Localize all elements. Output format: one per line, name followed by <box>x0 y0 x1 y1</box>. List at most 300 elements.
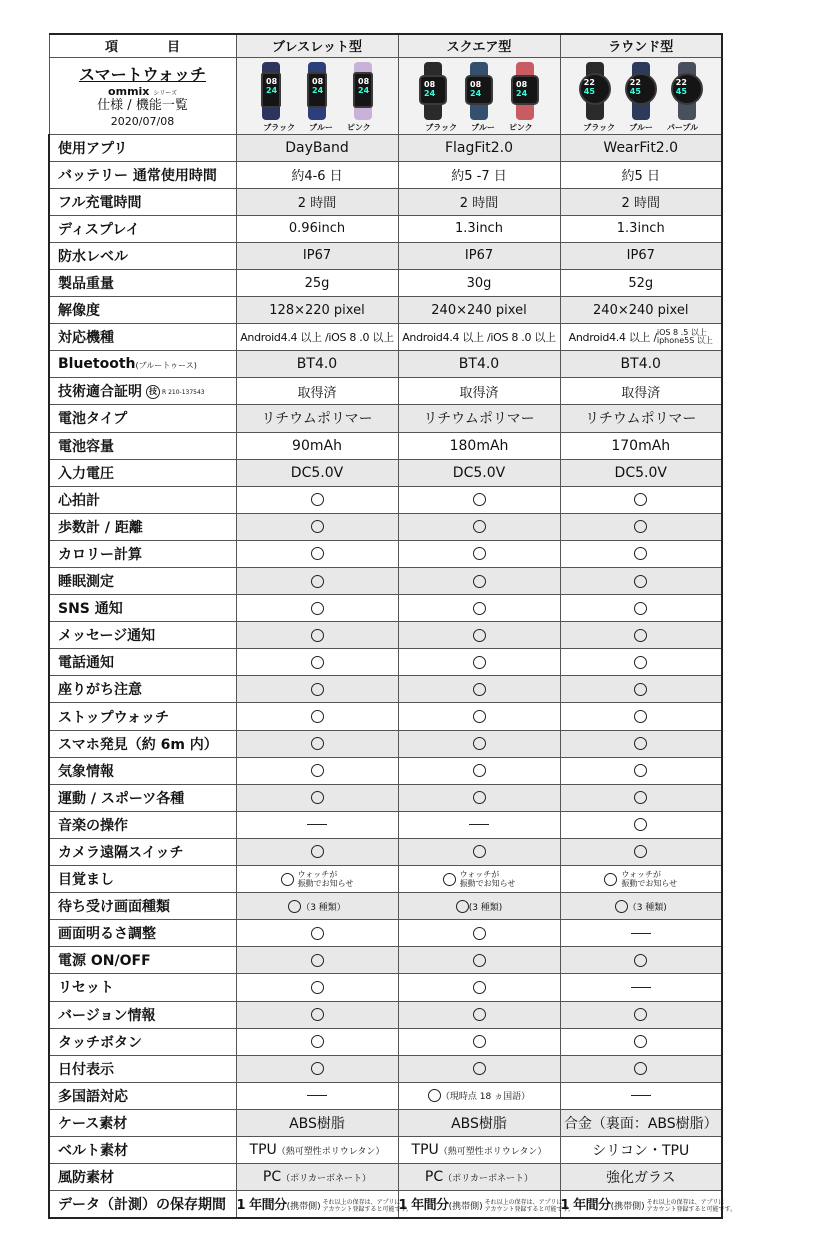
watch-images <box>399 62 560 120</box>
brand-name <box>50 85 236 99</box>
row-label-text: 使用アプリ <box>58 140 128 157</box>
value-text: 合金（裏面：ABS樹脂） <box>563 1115 718 1132</box>
row-label-text: 座りがち注意 <box>58 682 142 699</box>
alarm-note-1: ウォッチが <box>297 870 338 880</box>
product-images-round <box>560 57 722 134</box>
row-label-text: 音楽の操作 <box>58 817 128 834</box>
header-square: スクエア型 <box>398 34 560 57</box>
supported-mark-icon <box>634 791 647 804</box>
watch-digit-1: 08 <box>266 76 278 86</box>
cell-value <box>398 540 560 567</box>
row-label-text: 心拍計 <box>58 492 100 509</box>
value-text: 90mAh <box>292 437 342 454</box>
document-title: スマートウォッチ <box>78 64 207 84</box>
cell-value <box>236 1136 398 1163</box>
cell-value <box>398 1191 575 1218</box>
cell-value <box>560 568 722 595</box>
supported-mark-icon <box>473 575 486 588</box>
cell-value <box>236 351 398 378</box>
value-text: WearFit2.0 <box>603 139 679 156</box>
spec-row <box>49 920 722 947</box>
alarm-note-1: ウォッチが <box>459 870 500 880</box>
cell-value <box>236 893 398 920</box>
value-text: リチウムポリマー <box>423 411 535 428</box>
watch-image <box>666 62 708 120</box>
cell-value <box>398 703 560 730</box>
giteki-number: R 210-137543 <box>162 388 205 396</box>
row-label <box>49 486 236 513</box>
supported-mark-icon <box>311 1008 324 1021</box>
supported-mark-icon <box>634 602 647 615</box>
cell-value <box>236 974 398 1001</box>
compat-extra-1: iOS 8 .5 以上 <box>656 328 707 338</box>
value-text: BT4.0 <box>620 356 661 373</box>
cell-value <box>236 378 398 405</box>
watch-face <box>511 75 539 105</box>
row-label <box>49 324 236 351</box>
row-label-text: バージョン情報 <box>58 1007 156 1024</box>
value-text: IP67 <box>626 248 655 264</box>
row-label-text: 製品重量 <box>58 276 114 293</box>
cell-value <box>560 757 722 784</box>
cell-value <box>560 920 722 947</box>
row-label-text: ディスプレイ <box>58 221 140 238</box>
alarm-note <box>621 870 677 888</box>
cell-value <box>236 757 398 784</box>
color-name: ブラック <box>583 122 616 132</box>
watch-face <box>465 75 493 105</box>
supported-mark-icon <box>456 900 469 913</box>
cell-value <box>560 297 722 324</box>
supported-mark-icon <box>473 845 486 858</box>
cell-value <box>560 703 722 730</box>
row-label <box>49 513 236 540</box>
cell-value <box>398 622 560 649</box>
spec-row <box>49 1082 722 1109</box>
color-name: ピンク <box>508 122 533 132</box>
spec-row <box>49 622 722 649</box>
row-label <box>49 649 236 676</box>
row-label-text: 電話通知 <box>58 655 114 672</box>
cell-value <box>236 811 398 838</box>
row-label-text: 待ち受け画面種類 <box>58 899 170 916</box>
cell-value <box>560 1164 722 1191</box>
value-text: 1.3inch <box>616 221 665 237</box>
spec-row <box>49 1055 722 1082</box>
cell-value <box>560 1055 722 1082</box>
cell-value <box>398 1028 560 1055</box>
watch-digit-1: 08 <box>424 79 436 89</box>
header-item: 項 目 <box>49 34 236 57</box>
value-text: IP67 <box>302 248 332 264</box>
alarm-note-2: 振動でお知らせ <box>459 879 516 889</box>
supported-mark-icon <box>311 575 324 588</box>
supported-mark-icon <box>473 764 486 777</box>
supported-mark-icon <box>473 981 486 994</box>
spec-table <box>48 33 737 1219</box>
row-label-text: フル充電時間 <box>58 194 142 211</box>
cell-value <box>560 432 722 459</box>
inline-note: （3 種類) <box>627 902 667 913</box>
spec-row <box>49 757 722 784</box>
cell-value <box>398 974 560 1001</box>
row-label <box>49 1109 236 1136</box>
watch-face <box>307 72 327 108</box>
watch-face <box>261 72 281 108</box>
supported-mark-icon <box>473 737 486 750</box>
cell-value <box>236 134 398 161</box>
row-label <box>49 215 236 242</box>
watch-digit-1: 22 <box>583 77 595 87</box>
value-text: TPU <box>249 1142 277 1159</box>
row-label <box>49 838 236 865</box>
cell-value <box>236 649 398 676</box>
cell-value <box>398 188 560 215</box>
row-label <box>49 1191 236 1218</box>
row-label <box>49 811 236 838</box>
cell-value <box>236 866 398 893</box>
supported-mark-icon <box>634 764 647 777</box>
cell-value <box>398 568 560 595</box>
value-text: IP67 <box>464 248 494 264</box>
cell-value <box>236 1055 398 1082</box>
supported-mark-icon <box>311 1062 324 1075</box>
spec-row <box>49 1191 722 1218</box>
cell-value <box>236 1082 398 1109</box>
cell-value <box>398 838 560 865</box>
unsupported-mark-icon <box>307 824 327 825</box>
supported-mark-icon <box>473 927 486 940</box>
value-text: 取得済 <box>459 385 499 401</box>
cell-value <box>560 351 722 378</box>
retention-note <box>647 1199 736 1213</box>
cell-value <box>560 947 722 974</box>
cell-value <box>560 1191 737 1218</box>
row-label <box>49 540 236 567</box>
color-name: ブラック <box>263 122 296 132</box>
supported-mark-icon <box>634 1008 647 1021</box>
supported-mark-icon <box>473 602 486 615</box>
row-label <box>49 1082 236 1109</box>
row-label-text: 目覚まし <box>58 872 114 889</box>
cell-value <box>398 1109 560 1136</box>
cell-value <box>398 811 560 838</box>
cell-value <box>236 1028 398 1055</box>
retention-sub: (携帯側) <box>448 1202 483 1213</box>
cell-value <box>560 188 722 215</box>
row-label <box>49 405 236 432</box>
cell-value <box>560 378 722 405</box>
supported-mark-icon <box>443 873 456 886</box>
cell-value <box>236 730 398 757</box>
supported-mark-icon <box>634 818 647 831</box>
spec-row <box>49 676 722 703</box>
watch-digit-1: 22 <box>675 77 687 87</box>
cell-value <box>560 1082 722 1109</box>
cell-value <box>236 703 398 730</box>
inline-note: （熱可塑性ポリウレタン） <box>276 1147 385 1158</box>
supported-mark-icon <box>311 764 324 777</box>
cell-value <box>236 269 398 296</box>
spec-row <box>49 1164 722 1191</box>
cell-value <box>236 622 398 649</box>
watch-digits <box>266 77 277 95</box>
cell-value <box>236 297 398 324</box>
spec-row <box>49 811 722 838</box>
cell-value <box>236 1164 398 1191</box>
cell-value <box>398 784 560 811</box>
cell-value <box>398 866 560 893</box>
spec-row <box>49 730 722 757</box>
cell-value <box>398 947 560 974</box>
inline-note: （ポリカーボネート） <box>281 1174 372 1185</box>
row-label-text: メッセージ通知 <box>58 628 156 645</box>
cell-value <box>398 757 560 784</box>
cell-value <box>398 134 560 161</box>
value-text: リチウムポリマー <box>261 411 373 428</box>
value-text: FlagFit2.0 <box>444 139 514 156</box>
color-names <box>561 122 722 133</box>
watch-image <box>250 62 292 120</box>
row-label <box>49 947 236 974</box>
spec-row <box>49 378 722 405</box>
inline-note: （現時点 18 ヵ国語） <box>440 1092 531 1103</box>
cell-value <box>236 432 398 459</box>
supported-mark-icon <box>473 1008 486 1021</box>
cell-value <box>236 1191 413 1218</box>
supported-mark-icon <box>634 656 647 669</box>
supported-mark-icon <box>311 493 324 506</box>
value-text: 2 時間 <box>297 196 337 212</box>
cell-value <box>560 622 722 649</box>
watch-face <box>671 73 703 105</box>
supported-mark-icon <box>634 683 647 696</box>
retention-note-1: それ以上の保存は、アプリに <box>484 1198 563 1206</box>
row-label <box>49 866 236 893</box>
supported-mark-icon <box>634 520 647 533</box>
watch-digit-2: 45 <box>675 86 687 96</box>
row-label-text: 睡眠測定 <box>58 574 114 591</box>
cell-value <box>398 1001 560 1028</box>
cell-value <box>236 513 398 540</box>
row-label-text: データ（計測）の保存期間 <box>58 1196 226 1213</box>
value-text: 170mAh <box>611 437 671 454</box>
row-label-text: リセット <box>58 980 114 997</box>
cell-value <box>236 324 398 351</box>
watch-digits <box>470 80 481 98</box>
cell-value <box>560 269 722 296</box>
supported-mark-icon <box>634 493 647 506</box>
spec-row <box>49 1001 722 1028</box>
cell-value <box>236 920 398 947</box>
watch-image <box>412 62 454 120</box>
watch-image <box>574 62 616 120</box>
cell-value <box>560 459 722 486</box>
cell-value <box>560 1136 722 1163</box>
cell-value <box>560 730 722 757</box>
watch-digits <box>424 80 435 98</box>
value-text: BT4.0 <box>296 356 338 373</box>
supported-mark-icon <box>311 981 324 994</box>
cell-value <box>560 974 722 1001</box>
supported-mark-icon <box>281 873 294 886</box>
value-text: 取得済 <box>297 385 337 401</box>
value-text: 2 時間 <box>459 196 499 212</box>
row-label-text: ケース素材 <box>58 1115 128 1132</box>
cell-value <box>560 811 722 838</box>
row-label-text: 風防素材 <box>58 1170 114 1187</box>
spec-row <box>49 866 722 893</box>
cell-value <box>398 215 560 242</box>
row-label <box>49 974 236 1001</box>
cell-value <box>560 161 722 188</box>
row-label <box>49 161 236 188</box>
value-text: シリコン・TPU <box>592 1143 690 1160</box>
supported-mark-icon <box>634 737 647 750</box>
spec-row <box>49 1028 722 1055</box>
row-label <box>49 1136 236 1163</box>
cell-value <box>560 893 722 920</box>
supported-mark-icon <box>473 1035 486 1048</box>
value-text: DC5.0V <box>290 464 344 481</box>
supported-mark-icon <box>634 575 647 588</box>
value-text: 強化ガラス <box>605 1170 676 1187</box>
value-text: 30g <box>466 275 492 291</box>
color-names <box>237 122 398 133</box>
spec-row <box>49 459 722 486</box>
cell-value <box>236 838 398 865</box>
row-label-text: 防水レベル <box>58 248 128 265</box>
header-round: ラウンド型 <box>560 34 722 57</box>
row-label-text: 電池容量 <box>58 438 114 455</box>
value-text: 240×240 pixel <box>593 302 689 318</box>
cell-value <box>398 1164 560 1191</box>
supported-mark-icon <box>473 629 486 642</box>
cell-value <box>560 1109 722 1136</box>
row-label-text: 解像度 <box>58 303 100 320</box>
cell-value <box>236 242 398 269</box>
row-label <box>49 188 236 215</box>
row-label <box>49 1055 236 1082</box>
row-label-text: 入力電圧 <box>58 465 114 482</box>
cell-value <box>236 405 398 432</box>
value-text: TPU <box>411 1142 439 1159</box>
unsupported-mark-icon <box>307 1095 327 1096</box>
row-label <box>49 595 236 622</box>
row-label <box>49 1028 236 1055</box>
compat-value: Android4.4 以上 / <box>568 330 657 344</box>
row-label-text: SNS 通知 <box>58 601 123 618</box>
watch-digits <box>630 78 641 96</box>
supported-mark-icon <box>473 1062 486 1075</box>
supported-mark-icon <box>311 520 324 533</box>
retention-note-2: アカウント登録すると可能です。 <box>484 1205 575 1213</box>
row-label-text: タッチボタン <box>58 1034 142 1051</box>
spec-row <box>49 568 722 595</box>
unsupported-mark-icon <box>631 1095 651 1096</box>
row-label-text: カロリー計算 <box>58 546 142 563</box>
supported-mark-icon <box>311 683 324 696</box>
spec-row <box>49 242 722 269</box>
row-label-text: 気象情報 <box>58 763 114 780</box>
watch-digit-1: 08 <box>470 79 482 89</box>
cell-value <box>560 242 722 269</box>
retention-note-2: アカウント登録すると可能です。 <box>322 1205 413 1213</box>
watch-digits <box>676 78 687 96</box>
unsupported-mark-icon <box>631 933 651 934</box>
spec-row <box>49 784 722 811</box>
alarm-note-2: 振動でお知らせ <box>621 879 678 889</box>
row-label-sub: (ブルートゥース) <box>135 361 197 371</box>
supported-mark-icon <box>634 845 647 858</box>
row-label <box>49 622 236 649</box>
cell-value <box>560 513 722 540</box>
row-label-text: 電源 ON/OFF <box>58 953 151 970</box>
row-label <box>49 297 236 324</box>
spec-row <box>49 161 722 188</box>
cell-value <box>560 676 722 703</box>
cell-value <box>560 784 722 811</box>
retention-note-1: それ以上の保存は、アプリに <box>322 1198 401 1206</box>
row-label <box>49 432 236 459</box>
watch-digit-2: 24 <box>266 85 278 95</box>
row-label <box>49 920 236 947</box>
cell-value <box>236 486 398 513</box>
spec-row <box>49 838 722 865</box>
watch-digits <box>516 80 527 98</box>
value-text: 約4-6 日 <box>291 169 343 185</box>
value-text: 約5 -7 日 <box>451 169 507 185</box>
brand-series: シリーズ <box>153 89 177 97</box>
row-label-text: ベルト素材 <box>58 1143 128 1160</box>
cell-value <box>236 215 398 242</box>
row-label <box>49 703 236 730</box>
supported-mark-icon <box>311 629 324 642</box>
cell-value <box>398 269 560 296</box>
row-label <box>49 459 236 486</box>
cell-value <box>398 486 560 513</box>
watch-digit-1: 08 <box>516 79 528 89</box>
row-label <box>49 378 236 405</box>
cell-value <box>398 351 560 378</box>
supported-mark-icon <box>473 520 486 533</box>
cell-value <box>398 432 560 459</box>
inline-note: (3 種類) <box>468 902 503 913</box>
row-label <box>49 893 236 920</box>
cell-value <box>236 459 398 486</box>
cell-value <box>398 730 560 757</box>
cell-value <box>236 1109 398 1136</box>
watch-digits <box>312 77 323 95</box>
spec-row <box>49 134 722 161</box>
value-text: 1.3inch <box>455 221 503 237</box>
spec-row <box>49 540 722 567</box>
value-text: DayBand <box>285 139 349 156</box>
header-row <box>49 34 722 57</box>
cell-value <box>560 1001 722 1028</box>
spec-row <box>49 947 722 974</box>
alarm-note-1: ウォッチが <box>621 870 662 880</box>
spec-row <box>49 1109 722 1136</box>
watch-digit-1: 22 <box>629 77 641 87</box>
watch-digit-2: 24 <box>424 88 436 98</box>
supported-mark-icon <box>473 791 486 804</box>
retention-note-1: それ以上の保存は、アプリに <box>646 1198 725 1206</box>
watch-digit-2: 24 <box>358 85 370 95</box>
watch-digit-2: 24 <box>470 88 482 98</box>
cell-value <box>398 242 560 269</box>
watch-digits <box>584 78 595 96</box>
